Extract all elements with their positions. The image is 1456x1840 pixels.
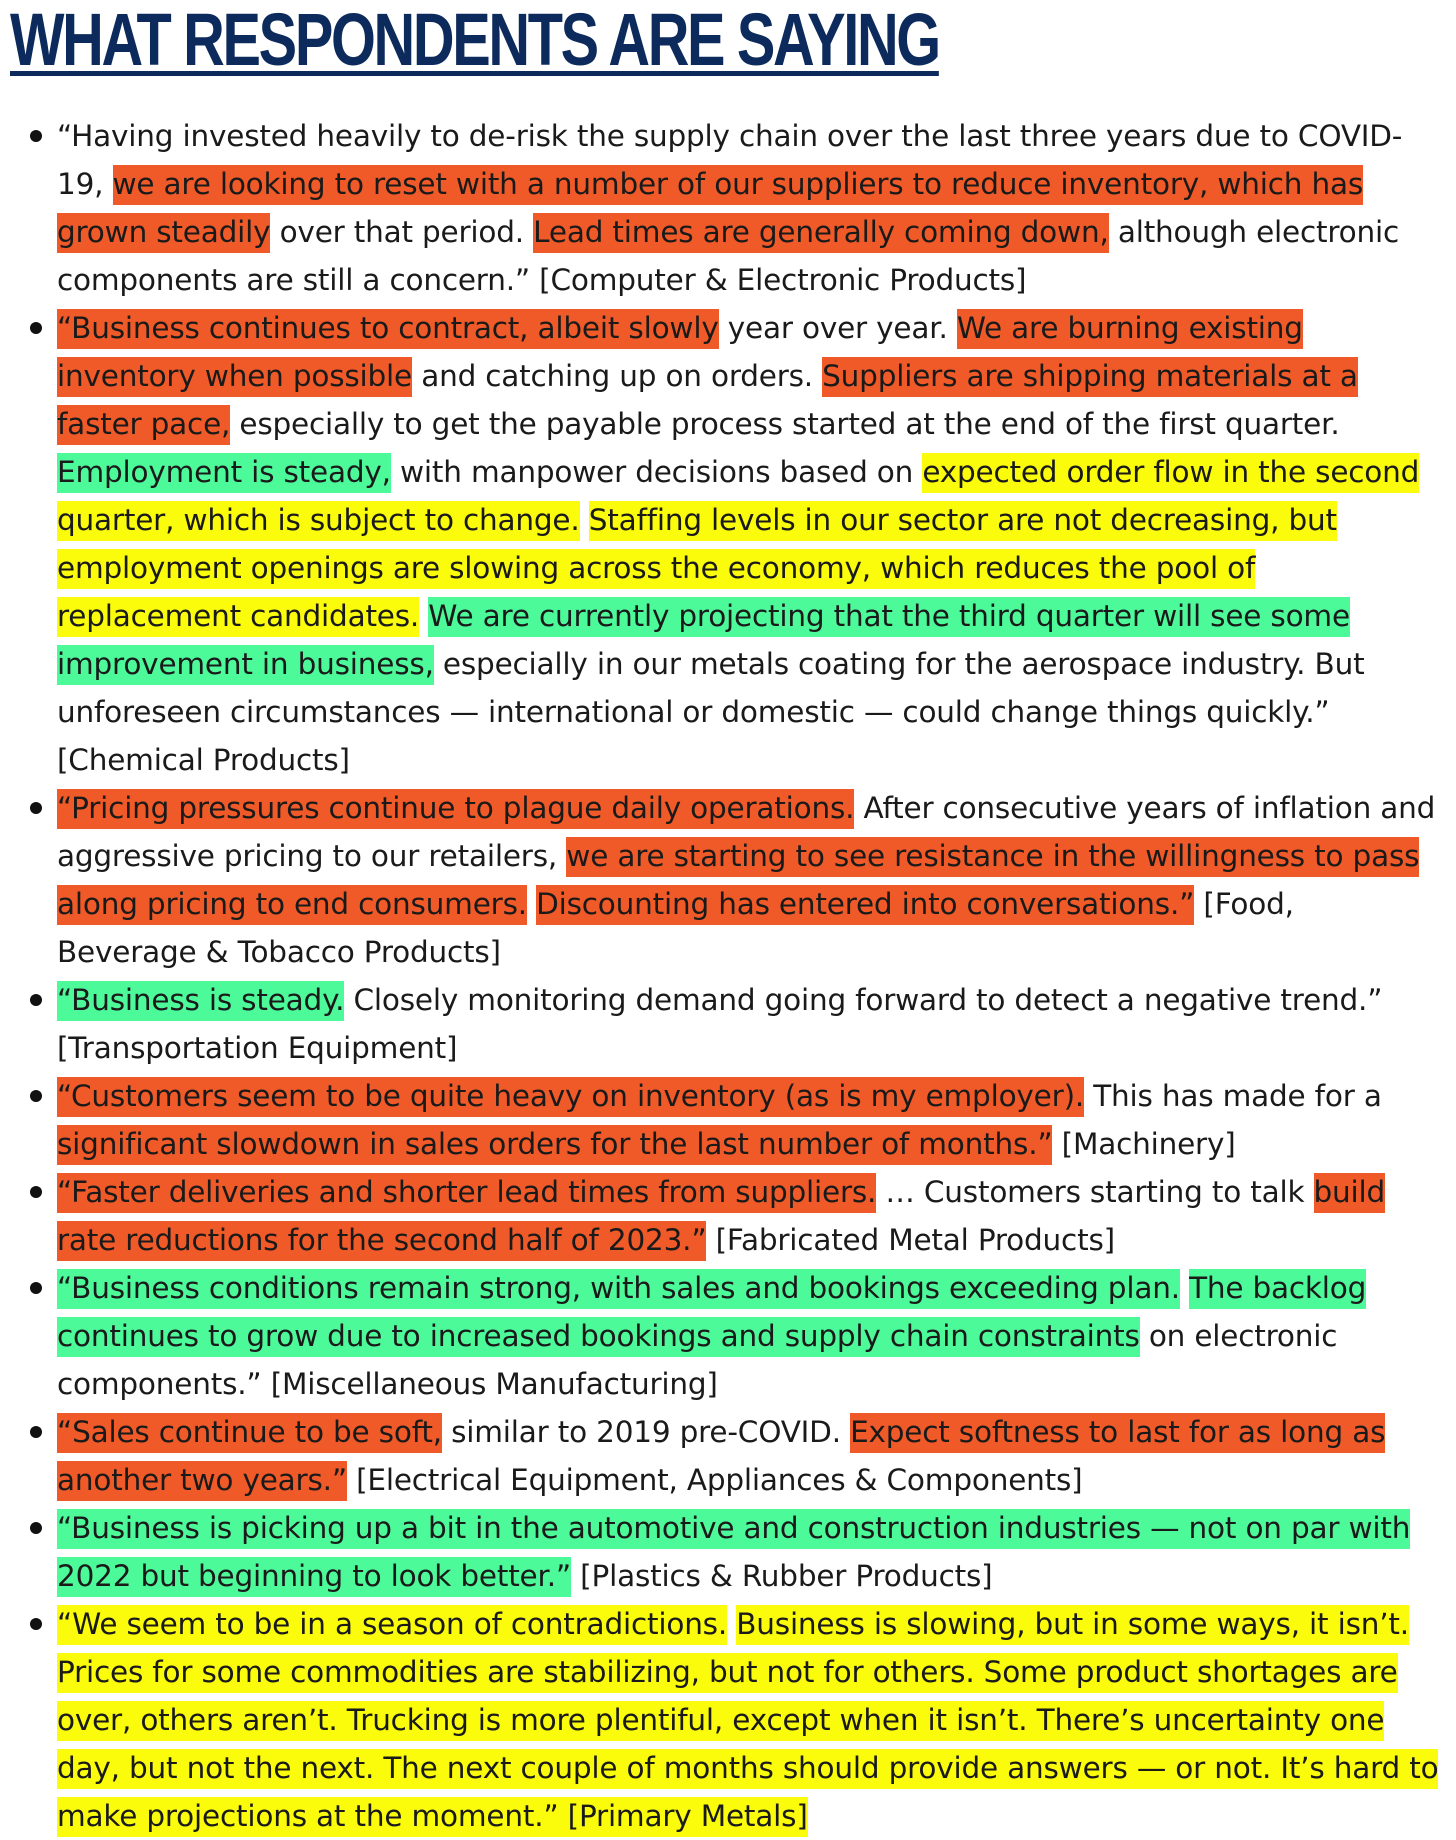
- bullet-icon: [30, 1618, 42, 1630]
- bullet-icon: [30, 322, 42, 334]
- bullet-icon: [30, 1426, 42, 1438]
- quote-text: [1180, 1271, 1189, 1305]
- bullet-icon: [30, 802, 42, 814]
- quote-text: year over year.: [718, 311, 957, 345]
- bullet-icon: [30, 1522, 42, 1534]
- quote-text: over that period.: [270, 215, 534, 249]
- highlight-negative: “Business continues to contract, albeit slowly: [57, 309, 719, 349]
- highlight-positive: The backlog continues to grow due to increased bookings and supply chain constraints: [57, 1269, 1366, 1357]
- quote-text: especially to get the payable process started at the end of the first quarter.: [230, 407, 1340, 441]
- highlight-mixed: Business is slowing, but in some ways, it isn’t. Prices for some commodities are stabilizing, but not for others. Some product shortages are over, others aren’t. Trucking is more plentiful, except when it isn’t. There’s uncertainty one day, but not the next. The next couple of months should provide answers — or not. It’s hard to make projections at the moment.” [Primary Metals]: [57, 1605, 1438, 1837]
- bullet-icon: [30, 130, 42, 142]
- highlight-mixed: Staffing levels in our sector are not decreasing, but employment openings are slowing across the economy, which reduces the pool of replacement candidates.: [57, 501, 1337, 637]
- list-item: [57, 976, 1440, 1072]
- quote-text: especially in our metals coating for the aerospace industry. But unforeseen circumstances — international or domestic — could change things quickly.” [Chemical Products]: [57, 647, 1365, 777]
- highlight-negative: “Customers seem to be quite heavy on inventory (as is my employer).: [57, 1077, 1084, 1117]
- quote-text: and catching up on orders.: [412, 359, 823, 393]
- list-item: [57, 1408, 1440, 1504]
- quote-text: Closely monitoring demand going forward to detect a negative trend.” [Transportation Equipment]: [57, 983, 1383, 1065]
- list-item: [57, 1264, 1440, 1408]
- bullet-icon: [30, 1186, 42, 1198]
- highlight-positive: “Business conditions remain strong, with sales and bookings exceeding plan.: [57, 1269, 1180, 1309]
- highlight-mixed: expected order flow in the second quarter, which is subject to change.: [57, 453, 1419, 541]
- highlight-positive: “Business is picking up a bit in the automotive and construction industries — not on par with 2022 but beginning to look better.”: [57, 1509, 1410, 1597]
- list-item: [57, 1600, 1440, 1840]
- quote-text: [Electrical Equipment, Appliances & Components]: [346, 1463, 1083, 1497]
- highlight-negative: Suppliers are shipping materials at a faster pace,: [57, 357, 1358, 445]
- list-item: [57, 1072, 1440, 1168]
- quote-text: [580, 503, 589, 537]
- quote-text: similar to 2019 pre-COVID.: [441, 1415, 851, 1449]
- quote-text: After consecutive years of inflation and aggressive pricing to our retailers,: [57, 791, 1436, 873]
- quote-text: … Customers starting to talk: [876, 1175, 1314, 1209]
- highlight-negative: we are starting to see resistance in the willingness to pass along pricing to end consumers.: [57, 837, 1419, 925]
- highlight-negative: Discounting has entered into conversations.”: [536, 885, 1194, 925]
- highlight-mixed: “We seem to be in a season of contradictions.: [57, 1605, 727, 1645]
- quote-text: although electronic components are still a concern.” [Computer & Electronic Products]: [57, 215, 1400, 297]
- list-item: [57, 1504, 1440, 1600]
- highlight-negative: we are looking to reset with a number of our suppliers to reduce inventory, which has grown steadily: [57, 165, 1363, 253]
- highlight-negative: build rate reductions for the second half of 2023.”: [57, 1173, 1385, 1261]
- highlight-negative: Expect softness to last for as long as another two years.”: [57, 1413, 1385, 1501]
- highlight-negative: “Pricing pressures continue to plague daily operations.: [57, 789, 854, 829]
- bullet-icon: [30, 1090, 42, 1102]
- quote-list: [0, 112, 1440, 1840]
- list-item: [57, 1168, 1440, 1264]
- highlight-negative: “Faster deliveries and shorter lead times from suppliers.: [57, 1173, 876, 1213]
- highlight-negative: significant slowdown in sales orders for the last number of months.”: [57, 1125, 1052, 1165]
- list-item: [57, 304, 1440, 784]
- quote-text: with manpower decisions based on: [390, 455, 923, 489]
- list-item: [57, 112, 1440, 304]
- quote-text: on electronic components.” [Miscellaneous Manufacturing]: [57, 1319, 1338, 1401]
- highlight-positive: We are currently projecting that the third quarter will see some improvement in business,: [57, 597, 1350, 685]
- quote-text: [419, 599, 428, 633]
- quote-text: [Plastics & Rubber Products]: [571, 1559, 993, 1593]
- quote-text: [Food, Beverage & Tobacco Products]: [57, 887, 1294, 969]
- highlight-negative: Lead times are generally coming down,: [533, 213, 1108, 253]
- highlight-negative: “Sales continue to be soft,: [57, 1413, 442, 1453]
- list-item: [57, 784, 1440, 976]
- highlight-positive: “Business is steady.: [57, 981, 344, 1021]
- quote-text: “Having invested heavily to de-risk the supply chain over the last three years due to COVID-19,: [57, 119, 1403, 201]
- bullet-icon: [30, 1282, 42, 1294]
- quote-text: [Machinery]: [1052, 1127, 1236, 1161]
- quote-text: This has made for a: [1084, 1079, 1382, 1113]
- page-title: WHAT RESPONDENTS ARE SAYING: [10, 0, 939, 81]
- quote-text: [527, 887, 536, 921]
- quote-text: [Fabricated Metal Products]: [706, 1223, 1115, 1257]
- bullet-icon: [30, 994, 42, 1006]
- quote-text: [727, 1607, 736, 1641]
- highlight-negative: We are burning existing inventory when possible: [57, 309, 1303, 397]
- highlight-positive: Employment is steady,: [57, 453, 391, 493]
